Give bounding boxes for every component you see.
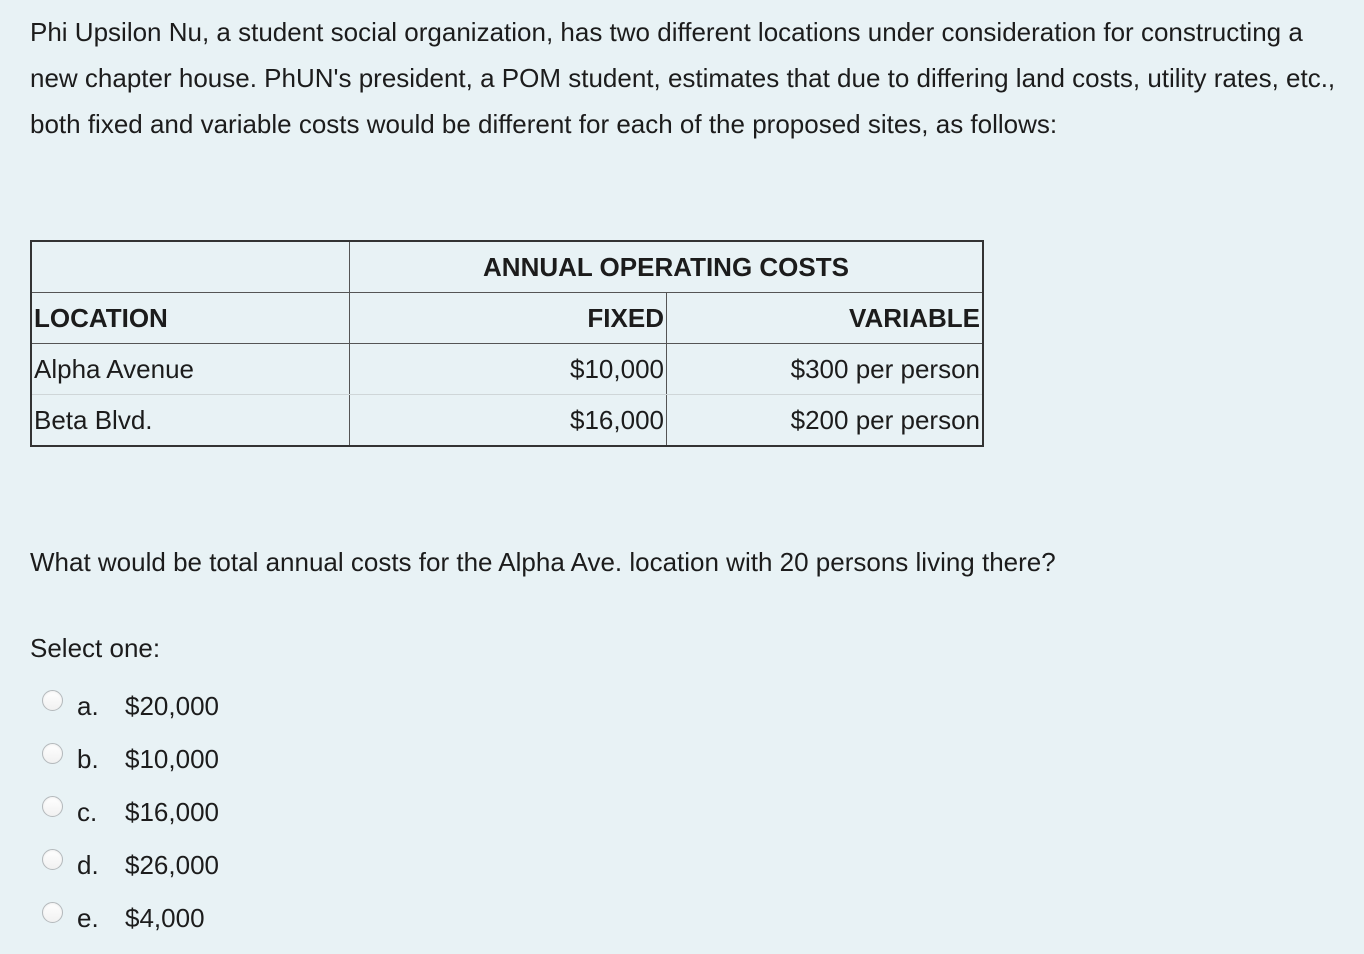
option-text: $16,000 (125, 797, 219, 827)
option-letter: d. (77, 850, 99, 880)
fixed-column-header: FIXED (350, 293, 667, 344)
option-letter: a. (77, 691, 99, 721)
variable-column-header: VARIABLE (667, 293, 984, 344)
option-text: $10,000 (125, 744, 219, 774)
option-text: $20,000 (125, 691, 219, 721)
radio-button-d[interactable] (42, 849, 63, 870)
fixed-cost-cell: $16,000 (350, 395, 667, 447)
table-header-row (31, 241, 983, 293)
location-column-header: LOCATION (31, 293, 350, 344)
variable-cost-cell: $300 per person (667, 344, 984, 395)
radio-button-e[interactable] (42, 902, 63, 923)
option-letter: c. (77, 797, 98, 827)
annual-operating-costs-header: ANNUAL OPERATING COSTS (350, 241, 984, 293)
radio-button-b[interactable] (42, 743, 63, 764)
option-text: $4,000 (125, 903, 205, 933)
empty-header-cell (31, 241, 350, 293)
answer-option-a[interactable] (42, 680, 219, 733)
answer-options (42, 680, 219, 945)
radio-button-a[interactable] (42, 690, 63, 711)
answer-option-d[interactable] (42, 839, 219, 892)
select-one-label: Select one: (30, 633, 161, 663)
operating-costs-table (30, 240, 984, 447)
answer-option-b[interactable] (42, 733, 219, 786)
fixed-cost-cell: $10,000 (350, 344, 667, 395)
location-cell: Beta Blvd. (31, 395, 350, 447)
option-text: $26,000 (125, 850, 219, 880)
question-intro-text: Phi Upsilon Nu, a student social organization, has two different locations under consideration for constructing a new chapter house. PhUN's president, a POM student, estimates that due to differing land costs, utility rates, etc., both fixed and variable costs would be different for each of the proposed sites, as follows: (30, 17, 1336, 139)
option-letter: b. (77, 744, 99, 774)
variable-cost-cell: $200 per person (667, 395, 984, 447)
location-cell: Alpha Avenue (31, 344, 350, 395)
table-row-beta (31, 395, 983, 447)
answer-option-c[interactable] (42, 786, 219, 839)
radio-button-c[interactable] (42, 796, 63, 817)
question-text: What would be total annual costs for the Alpha Ave. location with 20 persons living there? (30, 547, 1056, 577)
answer-option-e[interactable] (42, 892, 219, 945)
column-header-row (31, 293, 983, 344)
option-letter: e. (77, 903, 99, 933)
table-row-alpha (31, 344, 983, 395)
